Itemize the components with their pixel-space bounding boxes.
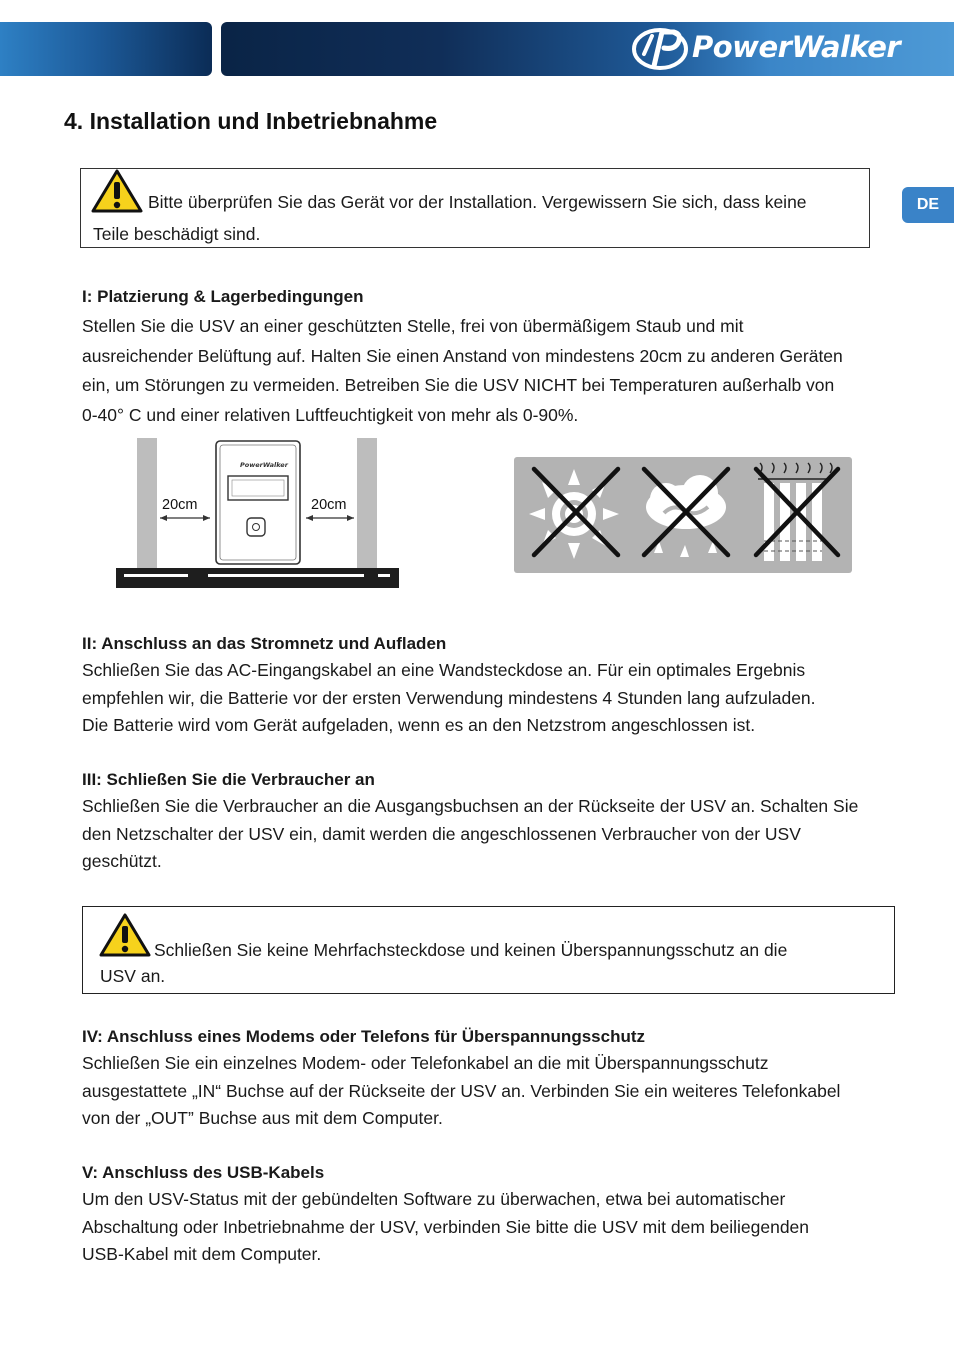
section-text-line: empfehlen wir, die Batterie vor der ersten Verwendung mindestens 4 Stunden lang aufzuladen. xyxy=(82,687,816,708)
prohibited-conditions-figure xyxy=(514,457,852,573)
section-text-line: den Netzschalter der USV ein, damit werden die angeschlossenen Verbraucher von der USV xyxy=(82,823,801,844)
brand-logo xyxy=(630,26,946,72)
section-heading: I: Platzierung & Lagerbedingungen xyxy=(82,287,364,306)
section-heading: IV: Anschluss eines Modems oder Telefons für Überspannungsschutz xyxy=(82,1027,645,1046)
page-title: 4. Installation und Inbetriebnahme xyxy=(64,108,438,134)
section-text-line: Die Batterie wird vom Gerät aufgeladen, wenn es an den Netzstrom angeschlossen ist. xyxy=(82,715,756,735)
section-text-line: Stellen Sie die USV an einer geschützten Stelle, frei von übermäßigem Staub und mit xyxy=(82,316,744,336)
section-text-line: ein, um Störungen zu vermeiden. Betreiben Sie die USV NICHT bei Temperaturen außerhalb von xyxy=(82,375,835,395)
brand-logo-icon xyxy=(630,26,690,72)
section-placement xyxy=(82,283,902,430)
warning-box-power-strip xyxy=(82,906,895,994)
section-text-line: Abschaltung oder Inbetriebnahme der USV, verbinden Sie bitte die USV mit dem beiliegenden xyxy=(82,1216,810,1237)
right-wall xyxy=(357,438,377,570)
warning-triangle-icon xyxy=(91,169,143,213)
section-usb-connection xyxy=(82,1159,902,1269)
warning-text-line2: Teile beschädigt sind. xyxy=(93,224,261,244)
warning-triangle-icon xyxy=(99,913,151,957)
section-text-line: Schließen Sie die Verbraucher an die Ausgangsbuchsen an der Rückseite der USV an. Schalten Sie xyxy=(82,796,859,816)
section-text-line: USB-Kabel mit dem Computer. xyxy=(82,1244,322,1264)
language-tab[interactable]: DE xyxy=(902,187,954,223)
section-text-line: Schließen Sie ein einzelnes Modem- oder Telefonkabel an die mit Überspannungsschutz xyxy=(82,1053,769,1073)
floor-shelf xyxy=(116,568,399,588)
prohibited-conditions-graphic xyxy=(514,457,852,573)
left-clearance-label: 20cm xyxy=(162,497,198,513)
section-heading: V: Anschluss des USB-Kabels xyxy=(82,1163,325,1182)
warning-box-inspection xyxy=(80,168,870,248)
section-power-connection xyxy=(82,630,902,740)
section-text-line: ausgestattete „IN“ Buchse auf der Rückseite der USV an. Verbinden Sie ein weiteres Telefonkabel xyxy=(82,1080,841,1101)
clearance-diagram xyxy=(116,438,400,590)
warning-text-line1: Bitte überprüfen Sie das Gerät vor der Installation. Vergewissern Sie sich, dass keine xyxy=(148,192,807,212)
ups-device xyxy=(216,441,300,564)
section-text-line: geschützt. xyxy=(82,851,162,871)
right-clearance-label: 20cm xyxy=(311,497,347,513)
section-text-line: 0-40° C und einer relativen Luftfeuchtigkeit von mehr als 0-90%. xyxy=(82,404,579,425)
brand-name: PowerWalker xyxy=(692,30,901,64)
header-band-left xyxy=(0,22,212,76)
section-text-line: ausreichender Belüftung auf. Halten Sie einen Anstand von mindestens 20cm zu anderen Geräten xyxy=(82,345,843,366)
device-brand-label: PowerWalker xyxy=(240,461,288,469)
left-wall xyxy=(137,438,157,570)
section-text-line: Schließen Sie das AC-Eingangskabel an eine Wandsteckdose an. Für ein optimales Ergebnis xyxy=(82,660,806,680)
header-band xyxy=(0,20,954,78)
warning-text-line2: USV an. xyxy=(100,966,166,986)
section-modem-connection xyxy=(82,1023,902,1133)
section-connect-loads xyxy=(82,766,902,876)
clearance-diagram-graphic xyxy=(116,438,400,590)
device-power-button xyxy=(247,518,265,536)
section-text-line: von der „OUT” Buchse aus mit dem Computer. xyxy=(82,1108,443,1128)
device-lcd-screen xyxy=(228,476,288,500)
section-heading: III: Schließen Sie die Verbraucher an xyxy=(82,770,375,789)
warning-text-line1: Schließen Sie keine Mehrfachsteckdose und keinen Überspannungsschutz an die xyxy=(154,940,788,960)
section-heading: II: Anschluss an das Stromnetz und Aufladen xyxy=(82,634,447,653)
section-text-line: Um den USV-Status mit der gebündelten Software zu überwachen, etwa bei automatischer xyxy=(82,1189,786,1209)
